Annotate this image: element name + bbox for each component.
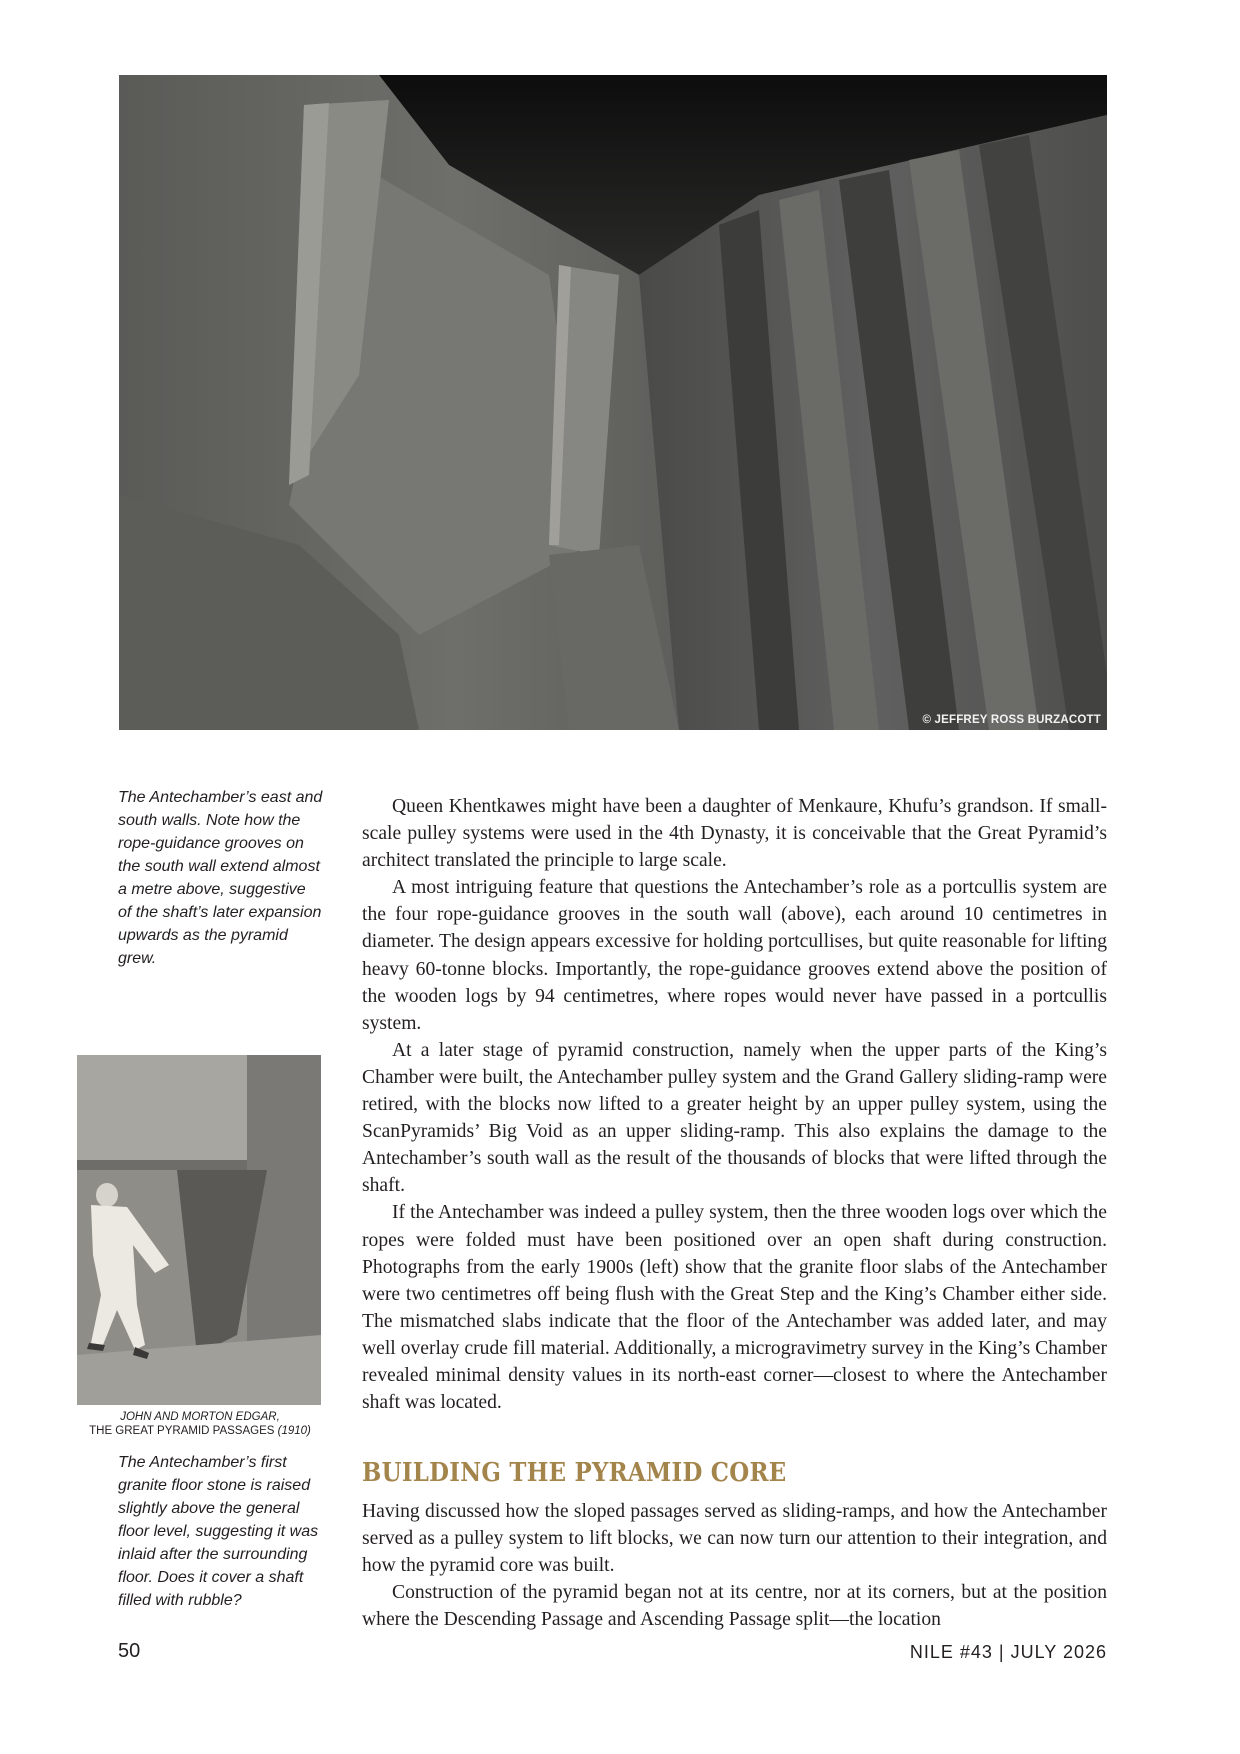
body-paragraph: A most intriguing feature that questions the Antechamber’s role as a portcullis system are the four rope-guidance grooves in the south wall (above), each around 10 centimetres in diameter. The design appears excessive for holding portcullises, but quite reasonable for lifting heavy 60-tonne blocks. Importantly, the rope-guidance grooves extend above the position of the wooden logs by 94 centimetres, where ropes would never have passed in a portcullis system. — [362, 877, 1107, 1034]
running-footer: NILE #43 | JULY 2026 — [909, 1642, 1107, 1662]
body-paragraph: Queen Khentkawes might have been a daughter of Menkaure, Khufu’s grandson. If small-scale pulley systems were used in the 4th Dynasty, it is conceivable that the Great Pyramid’s architect translated the principle to large scale. — [362, 796, 1107, 872]
hero-photo — [119, 75, 1107, 730]
body-paragraph: Having discussed how the sloped passages served as sliding-ramps, and how the Antechamber served as a pulley system to lift blocks, we can now turn our attention to their integration, and how the pyramid core was built. — [362, 1501, 1107, 1577]
credit-year: (1910) — [277, 1425, 311, 1437]
article-body — [362, 793, 1107, 1416]
body-paragraph: At a later stage of pyramid construction, namely when the upper parts of the King’s Chamber were built, the Antechamber pulley system and the Grand Gallery sliding-ramp were retired, with the blocks now lifted to a greater height by an upper pulley system, using the ScanPyramids’ Big Void as an upper sliding-ramp. This also explains the damage to the Antechamber’s south wall as the result of the thousands of blocks that were lifted through the shaft. — [362, 1039, 1107, 1197]
body-paragraph: Construction of the pyramid began not at its centre, nor at its corners, but at the position where the Descending Passage and Ascending Passage split—the location — [362, 1582, 1107, 1631]
credit-authors: JOHN AND MORTON EDGAR, — [120, 1411, 280, 1423]
inset-photo — [77, 1055, 321, 1405]
body-paragraph: If the Antechamber was indeed a pulley system, then the three wooden logs over which the ropes were folded must have been positioned over an open shaft during construction. Photographs from the early 1900s (left) show that the granite floor slabs of the Antechamber were two centimetres off being flush with the Great Step and the King’s Chamber either side. The mismatched slabs indicate that the floor of the Antechamber was added later, and may well overlay crude fill material. Additionally, a microgravimetry survey in the King’s Chamber revealed minimal density values in its north-east corner—closest to where the Antechamber shaft was located. — [362, 1202, 1107, 1414]
section-heading: BUILDING THE PYRAMID CORE — [362, 1458, 787, 1488]
credit-book-title: THE GREAT PYRAMID PASSAGES — [89, 1425, 275, 1437]
inset-photo-credit — [60, 1410, 340, 1438]
page-number: 50 — [118, 1640, 141, 1662]
caption-east-south-walls: The Antechamber’s east and south walls. Note how the rope-guidance grooves on the south wall extend almost a metre above, suggestive of the shaft’s later expansion upwards as the pyramid grew. — [118, 789, 323, 967]
antechamber-walls-image — [119, 75, 1107, 730]
section-body — [362, 1498, 1107, 1633]
edgar-antechamber-image — [77, 1055, 321, 1405]
caption-granite-floor-stone: The Antechamber’s first granite floor stone is raised slightly above the general floor level, suggesting it was inlaid after the surrounding floor. Does it cover a shaft filled with rubble? — [118, 1454, 319, 1609]
credit-title-line — [60, 1424, 340, 1438]
photo-credit-hero: © JEFFREY ROSS BURZACOTT — [922, 714, 1101, 726]
